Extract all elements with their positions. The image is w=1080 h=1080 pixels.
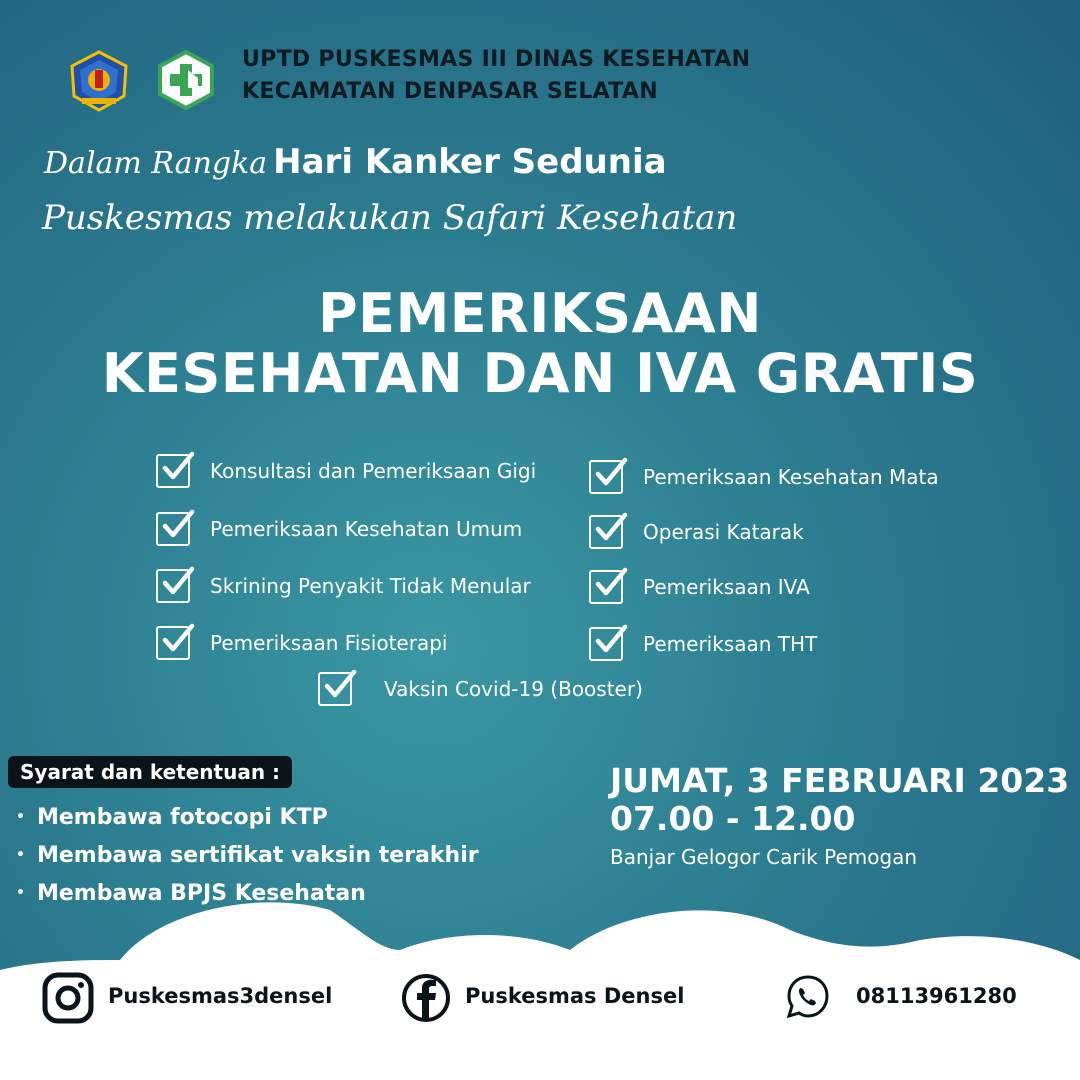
org-line-1: UPTD PUSKESMAS III DINAS KESEHATAN [242, 47, 751, 72]
whatsapp-number[interactable]: 08113961280 [856, 984, 1017, 1008]
intro-prefix: Dalam Rangka [44, 146, 268, 181]
service-item [589, 460, 939, 494]
org-line-2: KECAMATAN DENPASAR SELATAN [242, 79, 658, 104]
service-item [156, 569, 531, 603]
service-item [156, 626, 447, 660]
facebook-page[interactable]: Puskesmas Densel [465, 984, 685, 1008]
service-item [589, 515, 804, 549]
terms-item: • Membawa fotocopi KTP [16, 800, 479, 838]
service-item [318, 672, 643, 706]
service-item [589, 570, 810, 604]
service-item [156, 454, 536, 488]
intro-event-name: Hari Kanker Sedunia [273, 142, 667, 182]
terms-item: • Membawa sertifikat vaksin terakhir [16, 838, 479, 876]
terms-item: • Membawa BPJS Kesehatan [16, 876, 479, 914]
check-icon [589, 460, 623, 494]
service-label: Vaksin Covid-19 (Booster) [384, 677, 643, 701]
facebook-icon[interactable] [400, 972, 452, 1028]
puskesmas-logo-icon [158, 50, 214, 114]
check-icon [589, 627, 623, 661]
service-label: Skrining Penyakit Tidak Menular [210, 574, 531, 598]
check-icon [156, 512, 190, 546]
service-label: Pemeriksaan IVA [643, 575, 810, 599]
service-label: Pemeriksaan Fisioterapi [210, 631, 448, 655]
service-label: Operasi Katarak [643, 520, 804, 544]
instagram-icon[interactable] [42, 972, 94, 1028]
service-label: Pemeriksaan Kesehatan Mata [643, 465, 939, 489]
check-icon [589, 570, 623, 604]
service-label: Konsultasi dan Pemeriksaan Gigi [210, 459, 537, 483]
service-label: Pemeriksaan Kesehatan Umum [210, 517, 523, 541]
event-time: 07.00 - 12.00 [610, 799, 856, 838]
terms-title: Syarat dan ketentuan : [8, 756, 292, 788]
service-item [156, 512, 522, 546]
event-date: JUMAT, 3 FEBRUARI 2023 [610, 761, 1070, 800]
check-icon [318, 672, 352, 706]
organization-name [242, 44, 750, 108]
whatsapp-icon[interactable] [785, 974, 831, 1024]
check-icon [156, 626, 190, 660]
denpasar-emblem-icon [68, 50, 130, 116]
check-icon [156, 454, 190, 488]
intro-line-1 [44, 142, 667, 182]
service-label: Pemeriksaan THT [643, 632, 818, 656]
instagram-handle[interactable]: Puskesmas3densel [108, 984, 333, 1008]
check-icon [156, 569, 190, 603]
check-icon [589, 515, 623, 549]
event-datetime [610, 762, 1069, 838]
headline-line-1: PEMERIKSAAN [318, 282, 762, 345]
event-location: Banjar Gelogor Carik Pemogan [610, 845, 918, 869]
intro-line-2: Puskesmas melakukan Safari Kesehatan [42, 198, 738, 238]
headline-line-2: KESEHATAN DAN IVA GRATIS [101, 342, 979, 405]
service-item [589, 627, 817, 661]
